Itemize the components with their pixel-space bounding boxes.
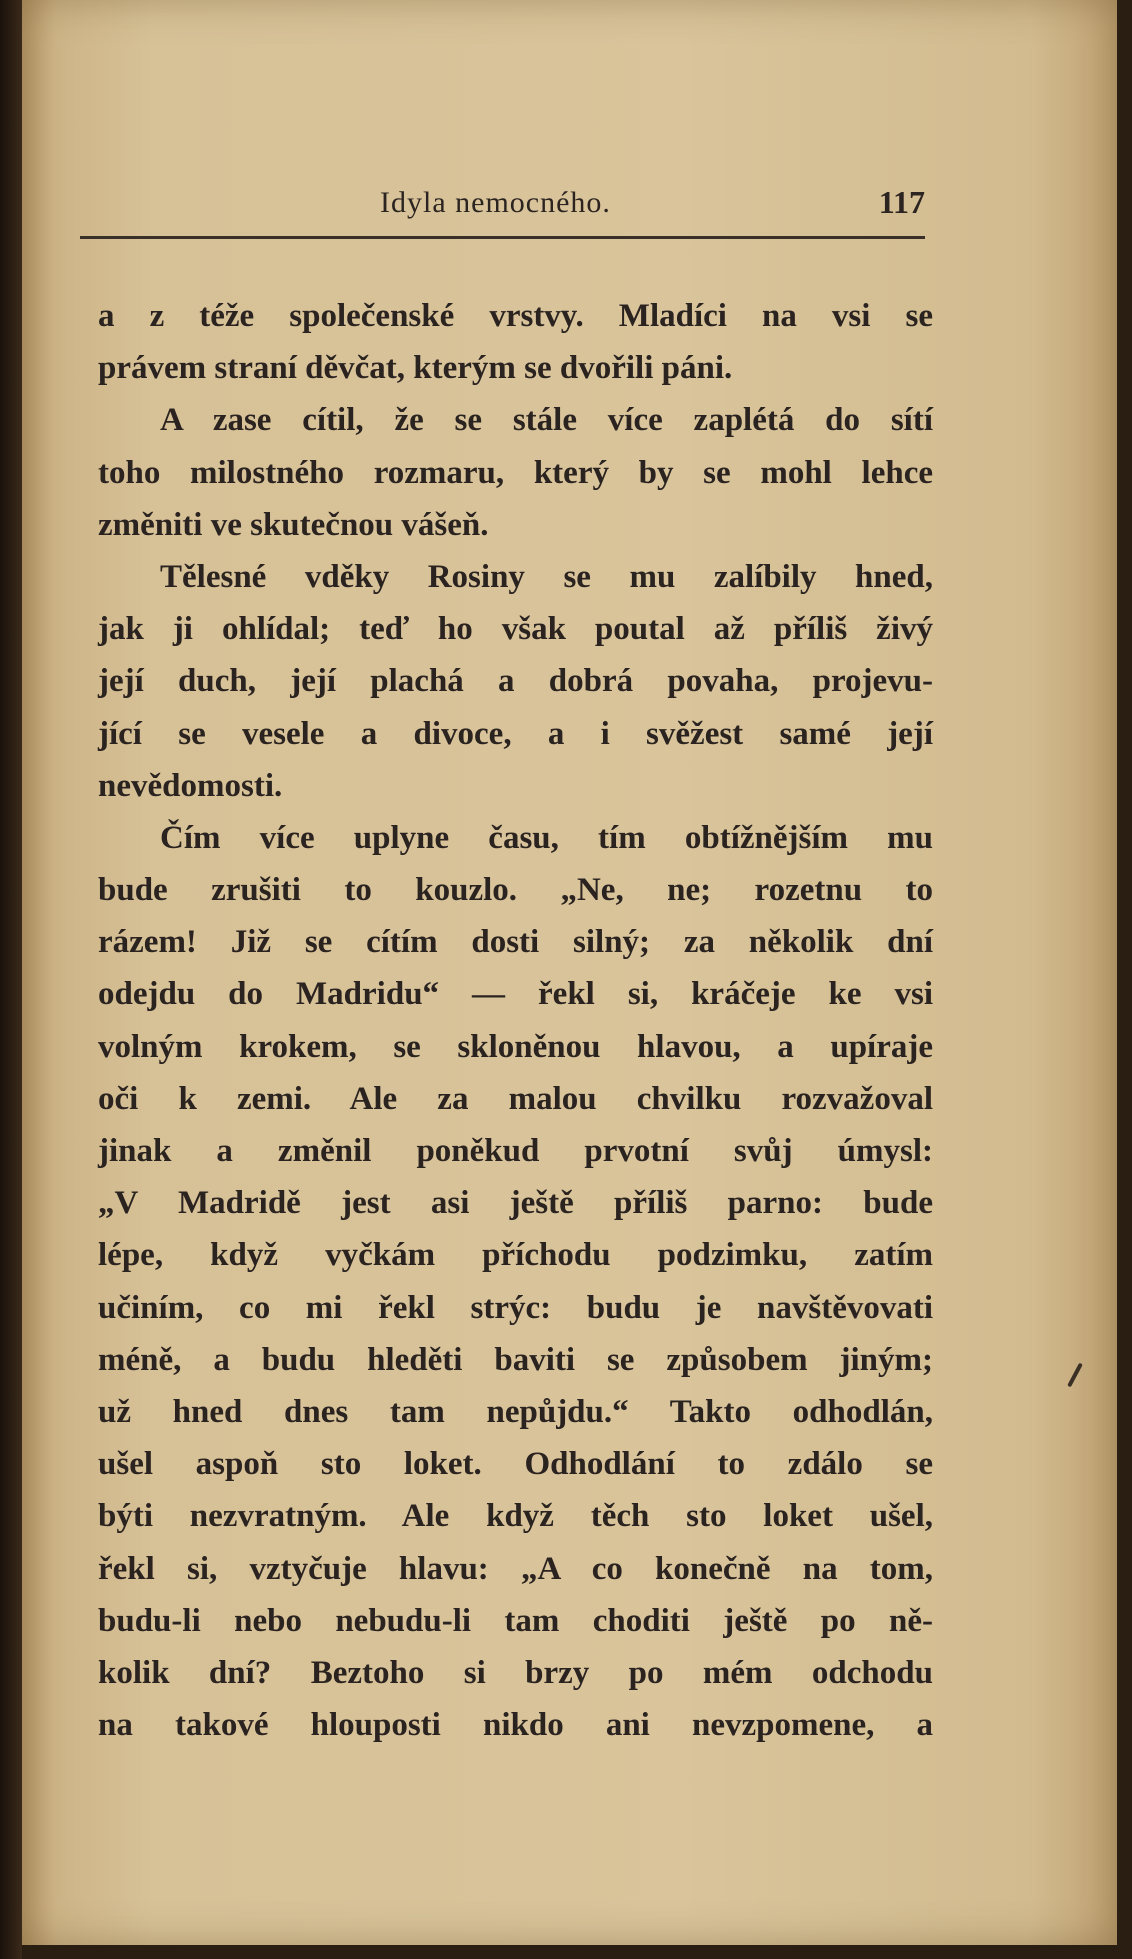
text-line: „V Madridě jest asi ještě příliš parno: bude [98,1185,933,1222]
text-line: ušel aspoň sto loket. Odhodlání to zdálo se [98,1446,933,1483]
text-line: budu-li nebo nebudu-li tam choditi ještě po ně- [98,1602,933,1639]
text-line: A zase cítil, že se stále více zaplétá do sítí [160,402,933,439]
text-line: jící se vesele a divoce, a i svěžest samé její [98,715,933,752]
text-line: Tělesné vděky Rosiny se mu zalíbily hned, [160,558,933,595]
text-line: býti nezvratným. Ale když těch sto loket ušel, [98,1498,933,1535]
text-line: jinak a změnil poněkud prvotní svůj úmysl: [98,1133,933,1169]
text-line: Čím více uplyne času, tím obtížnějším mu [160,819,933,856]
book-gutter [0,0,22,1959]
text-line: toho milostného rozmaru, který by se mohl lehce [98,454,933,491]
body-text [98,290,933,1751]
text-line: na takové hlouposti nikdo ani nevzpomene, a [98,1707,933,1744]
text-line: rázem! Již se cítím dosti silný; za několik dní [98,924,933,961]
text-line: řekl si, vztyčuje hlavu: „A co konečně na tom, [98,1550,933,1587]
text-line: lépe, když vyčkám příchodu podzimku, zatím [98,1237,933,1274]
text-line: její duch, její plachá a dobrá povaha, projevu- [98,663,933,700]
text-line: učiním, co mi řekl strýc: budu je navštěvovati [98,1289,933,1326]
text-line: už hned dnes tam nepůjdu.“ Takto odhodlán, [98,1393,933,1430]
text-line: jak ji ohlídal; teď ho však poutal až příliš živý [98,611,933,648]
text-line: odejdu do Madridu“ — řekl si, kráčeje ke vsi [98,976,933,1013]
running-head: Idyla nemocného. [380,186,611,219]
text-line: volným krokem, se skloněnou hlavou, a upíraje [98,1028,933,1065]
text-line: a z téže společenské vrstvy. Mladíci na vsi se [98,298,933,334]
text-line: změniti ve skutečnou vášeň. [98,506,489,543]
page-number: 117 [878,184,925,220]
text-line: bude zrušiti to kouzlo. „Ne, ne; rozetnu to [98,872,933,909]
text-line: oči k zemi. Ale za malou chvilku rozvažoval [98,1080,933,1117]
text-line: méně, a budu hleděti baviti se způsobem jiným; [98,1341,933,1378]
text-line: právem straní děvčat, kterým se dvořili páni. [98,350,733,387]
text-line: kolik dní? Beztoho si brzy po mém odchodu [98,1654,933,1691]
text-line: nevědomosti. [98,767,283,804]
page-header [80,180,925,230]
header-rule [80,236,925,239]
